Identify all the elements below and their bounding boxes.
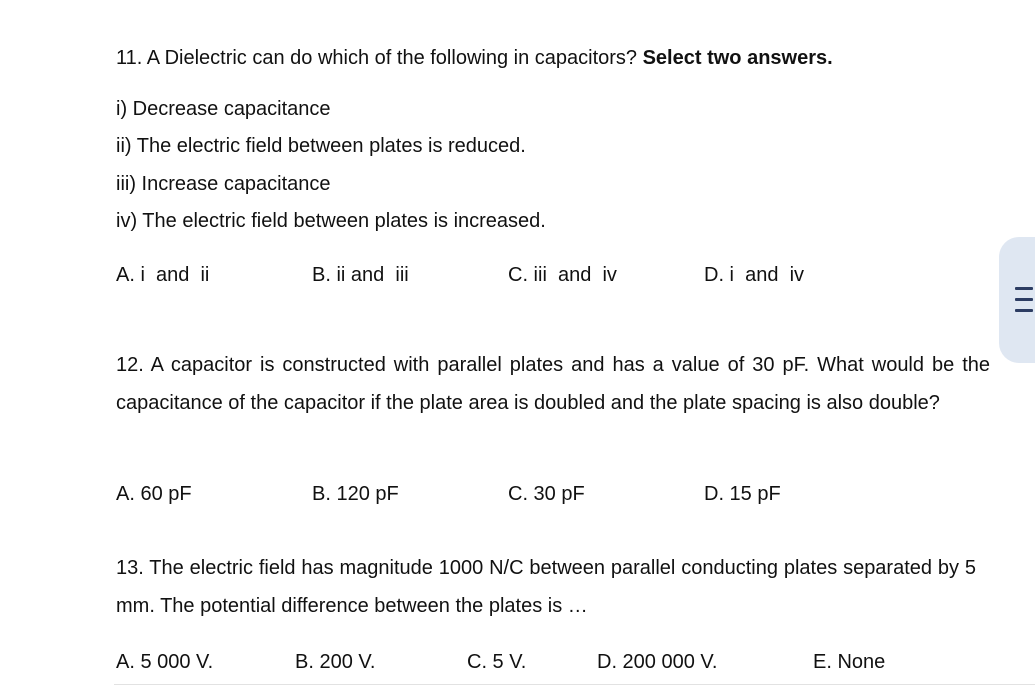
question-11-heading <box>116 46 833 70</box>
question-11-option-a[interactable]: A. i and ii <box>116 264 210 286</box>
question-12-option-a[interactable]: A. 60 pF <box>116 483 192 505</box>
question-12-option-b[interactable]: B. 120 pF <box>312 483 399 505</box>
question-11-statement-4: iv) The electric field between plates is increased. <box>116 210 546 232</box>
question-13-option-a[interactable]: A. 5 000 V. <box>116 651 214 673</box>
question-13-option-b[interactable]: B. 200 V. <box>295 651 376 673</box>
question-12-option-d[interactable]: D. 15 pF <box>704 483 781 505</box>
side-menu-tab[interactable] <box>999 237 1035 363</box>
question-12-prompt: 12. A capacitor is constructed with parallel plates and has a value of 30 pF. What would be the capacitance of the capacitor if the plate area is doubled and the plate spacing is also double? <box>116 354 990 414</box>
question-13-option-e[interactable]: E. None <box>813 651 886 673</box>
question-11-statement-3: iii) Increase capacitance <box>116 173 331 195</box>
question-11-option-d[interactable]: D. i and iv <box>704 264 805 286</box>
question-12-option-c[interactable]: C. 30 pF <box>508 483 585 505</box>
question-13-option-d[interactable]: D. 200 000 V. <box>597 651 718 673</box>
question-11-statement-2: ii) The electric field between plates is reduced. <box>116 135 526 157</box>
question-11-statement-1: i) Decrease capacitance <box>116 98 331 120</box>
question-11-prompt: 11. A Dielectric can do which of the following in capacitors? <box>116 47 638 69</box>
question-11-option-b[interactable]: B. ii and iii <box>312 264 409 286</box>
menu-icon <box>1015 287 1033 313</box>
question-11-emphasis: Select two answers. <box>642 47 833 69</box>
question-11-option-c[interactable]: C. iii and iv <box>508 264 617 286</box>
question-13-prompt: 13. The electric field has magnitude 1000 N/C between parallel conducting plates separated by 5 mm. The potential difference between the plates is … <box>116 557 976 617</box>
page-divider <box>114 684 1035 685</box>
question-13-option-c[interactable]: C. 5 V. <box>467 651 527 673</box>
